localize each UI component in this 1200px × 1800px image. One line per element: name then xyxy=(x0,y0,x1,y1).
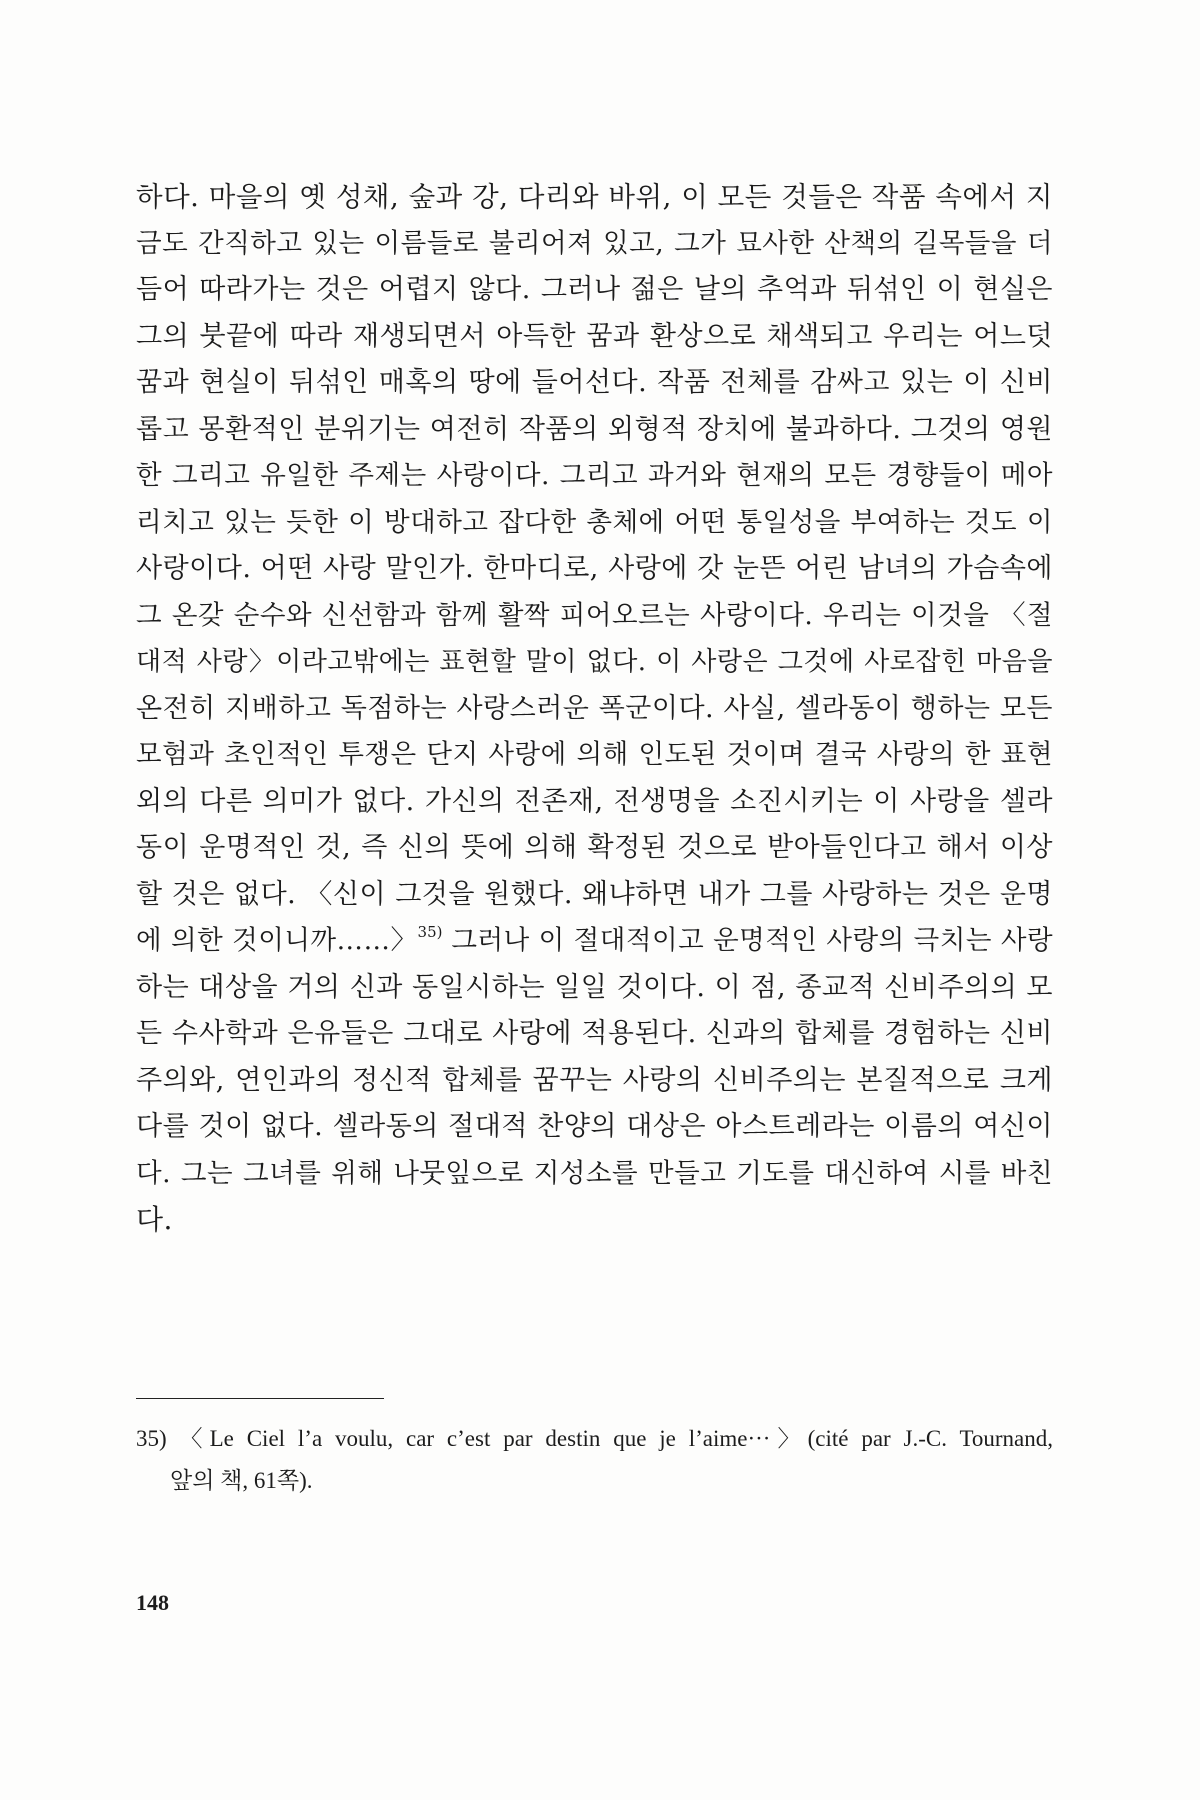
text-line: 금도 간직하고 있는 이름들로 불리어져 있고, 그가 묘사한 산책의 길목들을 더 xyxy=(136,227,1053,259)
text-line: 외의 다른 의미가 없다. 가신의 전존재, 전생명을 소진시키는 이 사랑을 셀라 xyxy=(136,785,1053,817)
text-line: 온전히 지배하고 독점하는 사랑스러운 폭군이다. 사실, 셀라동이 행하는 모든 xyxy=(136,692,1053,724)
page-number: 148 xyxy=(136,1590,169,1615)
text-line: 하다. 마을의 옛 성채, 숲과 강, 다리와 바위, 이 모든 것들은 작품 속에서 지 xyxy=(136,181,1053,213)
text-line: 든 수사학과 은유들은 그대로 사랑에 적용된다. 신과의 합체를 경험하는 신비 xyxy=(136,1018,1053,1049)
text-line: 하는 대상을 거의 신과 동일시하는 일일 것이다. 이 점, 종교적 신비주의의 모 xyxy=(136,971,1053,1003)
text-line: 그의 붓끝에 따라 재생되면서 아득한 꿈과 환상으로 채색되고 우리는 어느덧 xyxy=(136,320,1053,352)
text-line: 동이 운명적인 것, 즉 신의 뜻에 의해 확정된 것으로 받아들인다고 해서 이상 xyxy=(136,832,1053,863)
text-line: 듬어 따라가는 것은 어렵지 않다. 그러나 젊은 날의 추억과 뒤섞인 이 현실은 xyxy=(136,274,1053,305)
text-segment: 에 의한 것이니까……〉 xyxy=(136,925,418,956)
footnote xyxy=(136,1418,1053,1502)
footnote-line: 35) 〈Le Ciel l’a voulu, car c’est par destin que je l’aime···〉(cité par J.-C. Tournand, xyxy=(136,1426,1053,1451)
text-line: 그 온갖 순수와 신선함과 함께 활짝 피어오르는 사랑이다. 우리는 이것을 〈절 xyxy=(136,599,1053,631)
footnote-line: 앞의 책, 61쪽). xyxy=(170,1468,313,1493)
text-line: 꿈과 현실이 뒤섞인 매혹의 땅에 들어선다. 작품 전체를 감싸고 있는 이 신비 xyxy=(136,367,1053,398)
text-line: 다. xyxy=(136,1203,173,1236)
text-segment: 그러나 이 절대적이고 운명적인 사랑의 극치는 사랑 xyxy=(442,925,1054,956)
text-line: 리치고 있는 듯한 이 방대하고 잡다한 총체에 어떤 통일성을 부여하는 것도 이 xyxy=(136,506,1053,538)
text-line-with-footnote-ref xyxy=(136,918,1053,965)
text-line: 사랑이다. 어떤 사랑 말인가. 한마디로, 사랑에 갓 눈뜬 어린 남녀의 가슴속에 xyxy=(136,553,1053,584)
text-line: 모험과 초인적인 투쟁은 단지 사랑에 의해 인도된 것이며 결국 사랑의 한 표현 xyxy=(136,739,1053,770)
text-line: 할 것은 없다. 〈신이 그것을 원했다. 왜냐하면 내가 그를 사랑하는 것은 운명 xyxy=(136,878,1053,910)
text-line: 대적 사랑〉이라고밖에는 표현할 말이 없다. 이 사랑은 그것에 사로잡힌 마음을 xyxy=(136,647,1053,677)
text-line: 다. 그는 그녀를 위해 나뭇잎으로 지성소를 만들고 기도를 대신하여 시를 바친 xyxy=(136,1157,1053,1189)
text-line: 롭고 몽환적인 분위기는 여전히 작품의 외형적 장치에 불과하다. 그것의 영원 xyxy=(136,413,1053,445)
text-line: 다를 것이 없다. 셀라동의 절대적 찬양의 대상은 아스트레라는 이름의 여신이 xyxy=(136,1111,1053,1142)
text-line: 한 그리고 유일한 주제는 사랑이다. 그리고 과거와 현재의 모든 경향들이 메아 xyxy=(136,460,1053,491)
footnote-divider xyxy=(136,1398,384,1399)
text-line: 주의와, 연인과의 정신적 합체를 꿈꾸는 사랑의 신비주의는 본질적으로 크게 xyxy=(136,1064,1053,1096)
footnote-reference: 35) xyxy=(417,923,443,941)
body-text xyxy=(136,174,1053,1244)
